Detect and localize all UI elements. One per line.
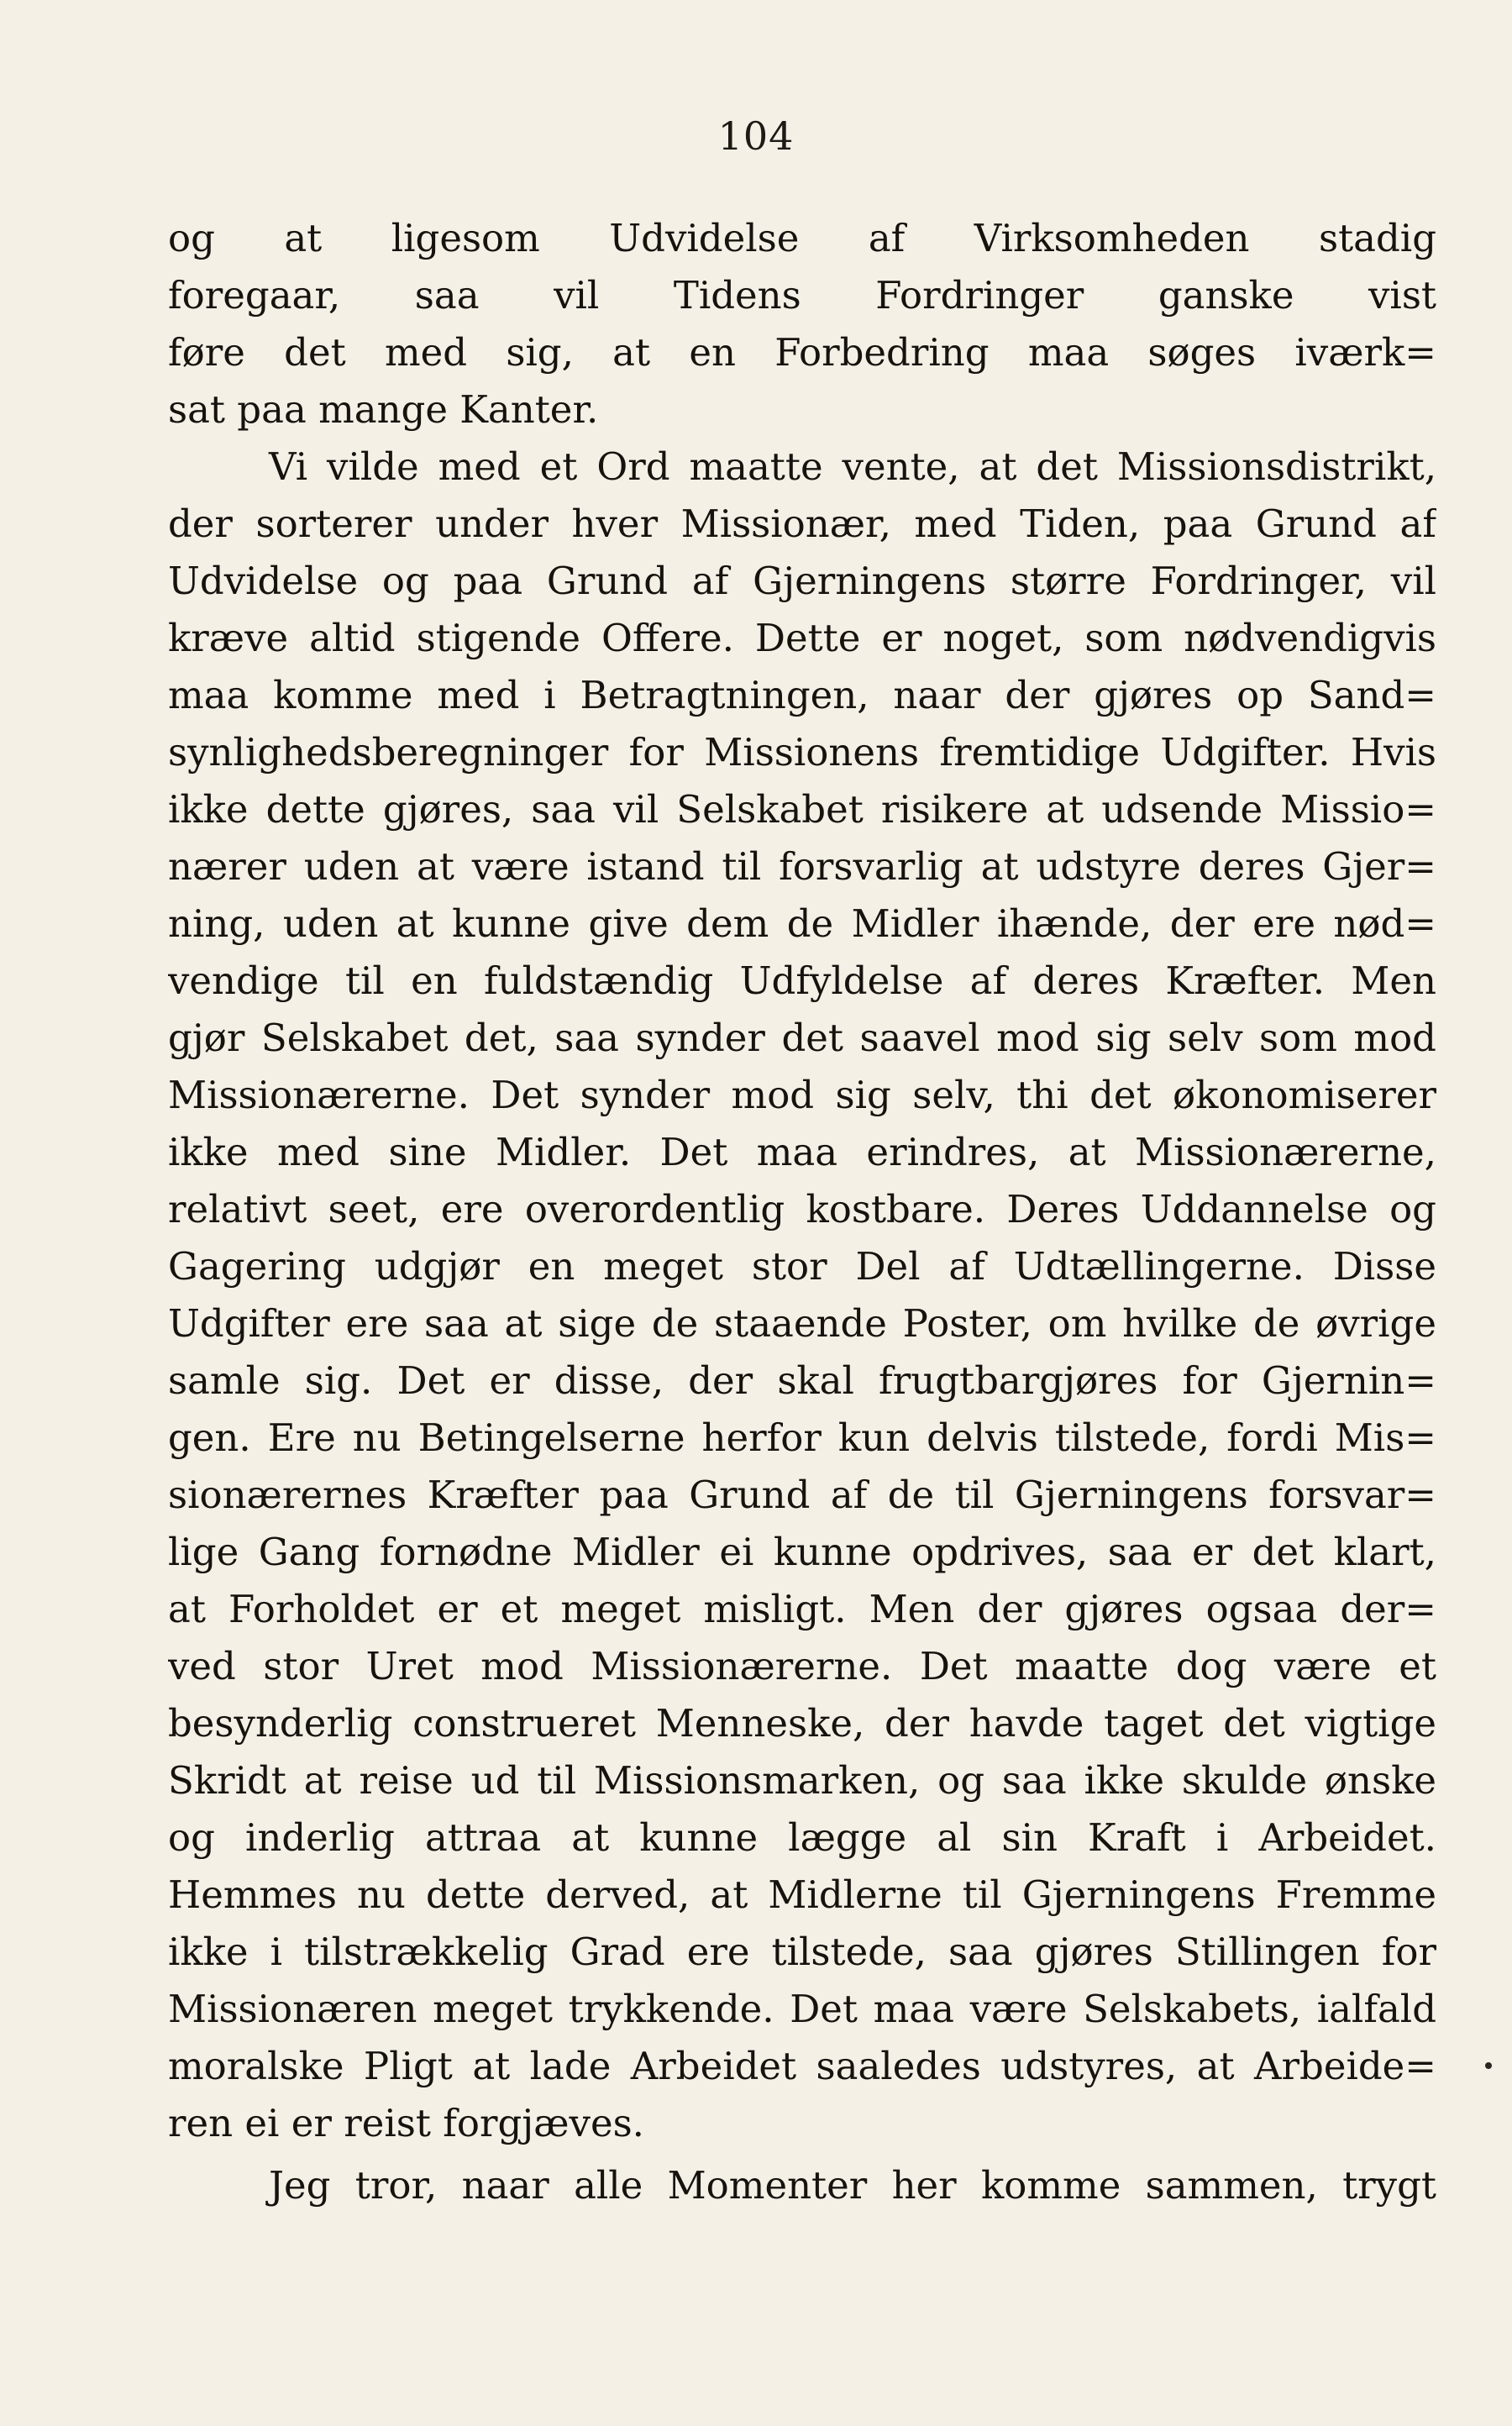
text-line: maa komme med i Betragtningen, naar der gjøres op Sand= bbox=[168, 673, 1436, 717]
text-line: ning, uden at kunne give dem de Midler ihænde, der ere nød= bbox=[168, 901, 1436, 946]
text-line: at Forholdet er et meget misligt. Men der gjøres ogsaa der= bbox=[168, 1587, 1436, 1631]
text-line: gjør Selskabet det, saa synder det saavel mod sig selv som mod bbox=[168, 1016, 1436, 1060]
page-number: 104 bbox=[717, 113, 795, 159]
text-line: ikke med sine Midler. Det maa erindres, at Missionærerne, bbox=[168, 1130, 1436, 1174]
text-line: Hemmes nu dette derved, at Midlerne til Gjerningens Fremme bbox=[168, 1872, 1436, 1917]
text-line: ikke dette gjøres, saa vil Selskabet risikere at udsende Missio= bbox=[168, 787, 1436, 832]
text-line: der sorterer under hver Missionær, med Tiden, paa Grund af bbox=[168, 501, 1436, 546]
text-line: nærer uden at være istand til forsvarlig at udstyre deres Gjer= bbox=[168, 844, 1436, 889]
text-line: samle sig. Det er disse, der skal frugtbargjøres for Gjernin= bbox=[168, 1358, 1436, 1403]
text-line: Gagering udgjør en meget stor Del af Udtællingerne. Disse bbox=[168, 1244, 1436, 1289]
paragraph-first-line: Vi vilde med et Ord maatte vente, at det Missionsdistrikt, bbox=[269, 444, 1436, 489]
text-line: Missionærerne. Det synder mod sig selv, thi det økonomiserer bbox=[168, 1073, 1436, 1117]
text-line: Udgifter ere saa at sige de staaende Poster, om hvilke de øvrige bbox=[168, 1301, 1436, 1346]
text-line: ikke i tilstrækkelig Grad ere tilstede, saa gjøres Stillingen for bbox=[168, 1930, 1436, 1974]
text-line: ren ei er reist forgjæves. bbox=[168, 2101, 644, 2145]
text-line: gen. Ere nu Betingelserne herfor kun delvis tilstede, fordi Mis= bbox=[168, 1415, 1436, 1460]
paragraph-first-line: Jeg tror, naar alle Momenter her komme sammen, trygt bbox=[269, 2163, 1436, 2208]
text-line: vendige til en fuldstændig Udfyldelse af deres Kræfter. Men bbox=[168, 958, 1436, 1003]
text-line: Skridt at reise ud til Missionsmarken, og saa ikke skulde ønske bbox=[168, 1758, 1436, 1803]
text-line: synlighedsberegninger for Missionens fremtidige Udgifter. Hvis bbox=[168, 730, 1436, 775]
text-line: sat paa mange Kanter. bbox=[168, 387, 599, 432]
text-line: og inderlig attraa at kunne lægge al sin Kraft i Arbeidet. bbox=[168, 1815, 1436, 1860]
text-line: og at ligesom Udvidelse af Virksomheden stadig bbox=[168, 216, 1436, 260]
margin-speck bbox=[1485, 2062, 1492, 2069]
text-line: sionærernes Kræfter paa Grund af de til Gjerningens forsvar= bbox=[168, 1473, 1436, 1517]
text-line: ved stor Uret mod Missionærerne. Det maatte dog være et bbox=[168, 1644, 1436, 1688]
text-line: Missionæren meget trykkende. Det maa være Selskabets, ialfald bbox=[168, 1987, 1436, 2031]
text-line: føre det med sig, at en Forbedring maa søges iværk= bbox=[168, 330, 1436, 375]
text-line: relativt seet, ere overordentlig kostbare. Deres Uddannelse og bbox=[168, 1187, 1436, 1231]
text-line: moralske Pligt at lade Arbeidet saaledes udstyres, at Arbeide= bbox=[168, 2044, 1436, 2088]
text-line: lige Gang fornødne Midler ei kunne opdrives, saa er det klart, bbox=[168, 1530, 1436, 1574]
body-text bbox=[168, 210, 1436, 2214]
text-line: foregaar, saa vil Tidens Fordringer ganske vist bbox=[168, 273, 1436, 318]
text-line: besynderlig construeret Menneske, der havde taget det vigtige bbox=[168, 1701, 1436, 1746]
text-line: kræve altid stigende Offere. Dette er noget, som nødvendigvis bbox=[168, 616, 1436, 660]
text-line: Udvidelse og paa Grund af Gjerningens større Fordringer, vil bbox=[168, 559, 1436, 603]
